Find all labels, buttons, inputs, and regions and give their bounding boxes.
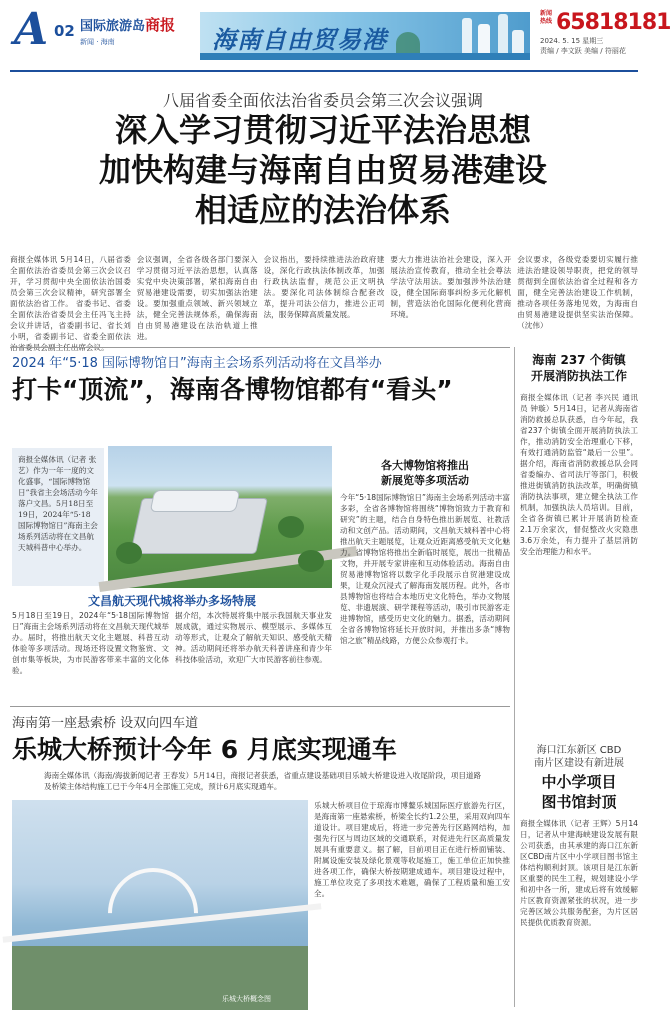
- bridge-photo: [12, 800, 308, 1010]
- lead-headline-line: 深入学习贯彻习近平法治思想: [114, 111, 531, 149]
- page-number: 02: [54, 22, 75, 40]
- school-body: 商报全媒体讯（记者 王辉）5月14日，记者从中建海峡建设发展有限公司获悉，由其承建的海口江东新区CBD南片区中小学项目图书馆主体结构顺利封顶。该项目是江东新区重要的民生工程，规划建设小学和初中各一所，建成后将有效缓解片区教育资源紧张的状况，进一步完善区域公共服务配套，为片区居民提供优质教育资源。: [520, 819, 638, 927]
- bridge-photo-caption: 乐城大桥概念图: [222, 995, 271, 1003]
- banner-title: 海南自由贸易港: [212, 25, 387, 54]
- museum-subhead-line: 各大博物馆将推出: [381, 459, 469, 472]
- section-banner: [200, 12, 530, 60]
- fire-headline-line: 开展消防执法工作: [530, 369, 627, 383]
- museum-photo: [108, 446, 332, 588]
- museum-kicker: 2024 年“5·18 国际博物馆日”海南主会场系列活动将在文昌举办: [12, 356, 382, 371]
- hotline-number: 65818181: [556, 10, 670, 35]
- section-logo: [80, 14, 198, 54]
- museum-sub2-column: 据介绍，本次特展将集中展示我国航天事业发展成就，通过实物展示、模型展示、多媒体互动等形式，让观众了解航天知识、感受航天精神。活动期间还将举办航天科普讲座和青少年科技体验活动，欢迎广大市民游客前往参观。: [175, 611, 332, 664]
- page-letter: A: [14, 4, 49, 55]
- bridge-byline: 海南全媒体讯（海南/海拔新闻记者 王春发）5月14日，商报记者获悉，省重点建设基础项目乐城大桥建设进入收尾阶段，项目道路及桥梁主体结构施工已于今年4月全部施工完成，预计6月底实现通车。: [44, 771, 482, 791]
- lead-column: 会议要求，各级党委要切实履行推进法治建设领导职责，把党的领导贯彻到全面依法治省全过程和各方面，健全完善法治建设工作机制，推动各项任务落地见效，为海南自由贸易港建设提供坚实法治保障。 （沈伟）: [517, 255, 638, 330]
- school-kicker: [520, 744, 638, 770]
- section-divider: [10, 706, 510, 707]
- school-headline-line: 中小学项目: [541, 773, 617, 791]
- section-sub: 新闻 · 海南: [80, 38, 115, 46]
- issue-meta: [540, 36, 646, 56]
- school-headline: [520, 772, 638, 812]
- museum-headline: 打卡“顶流”，海南各博物馆都有“看头”: [12, 375, 453, 404]
- masthead-rule: [10, 70, 638, 72]
- lead-body: [10, 254, 638, 344]
- fire-headline-line: 海南 237 个街镇: [532, 353, 626, 367]
- hotline-label: 新闻热线: [540, 10, 553, 25]
- school-headline-line: 图书馆封顶: [541, 793, 617, 811]
- lead-headline-line: 相适应的法治体系: [194, 191, 451, 229]
- museum-sub-body: 今年“5·18国际博物馆日”海南主会场系列活动丰富多彩，全省各博物馆将围绕“博物馆致力于教育和研究”的主题，结合自身特色推出新展览、社教活动和文创产品。活动期间，文昌航天城科普中心将推出航天主题展览，让观众近距离感受航天文化魅力。省博物馆将推出全新临时展览，展出一批精品文物，并开展专家讲座和互动体验活动。海南自由贸易港博物馆将以数字化手段展示自贸港建设成果，让观众沉浸式了解海南发展历程。此外，各市县博物馆也将结合本地历史文化特色，举办文物展览、非遗展演、研学课程等活动，吸引市民游客走进博物馆，感受历史文化的魅力。据悉，活动期间全省各博物馆将延长开放时间，并推出多条“博物馆之旅”精品线路，方便公众参观打卡。: [340, 493, 510, 645]
- lead-column: 商报全媒体讯 5月14日，八届省委全面依法治省委员会第三次会议召开，学习贯彻中央全面依法治国委员会第三次会议精神，研究部署全面依法治省工作。 省委书记、省委全面依法治省委员会主任冯飞主持会议并讲话，省委副书记、省长刘小明，省委副书记、省委全面依法: [10, 255, 131, 341]
- fire-headline: [520, 352, 638, 384]
- issue-date: 2024. 5. 15 星期三: [540, 37, 604, 45]
- museum-lead-box: 商报全媒体讯（记者 张艺）作为一年一度的文化盛事，“国际博物馆日”我省主会场活动今年落户文昌。5月18日至19日，2024年“5·18国际博物馆日”海南主会场系列活动将在文昌航天城科普中心举办。: [12, 448, 104, 586]
- bridge-kicker: 海南第一座悬索桥 设双向四车道: [12, 716, 199, 731]
- paper-name: 商报: [145, 16, 176, 34]
- lead-kicker: 八届省委全面依法治省委员会第三次会议强调: [162, 91, 483, 110]
- museum-subhead: [340, 458, 510, 488]
- school-kicker-line: 南片区建设有新进展: [534, 758, 624, 769]
- school-kicker-line: 海口江东新区 CBD: [536, 745, 622, 756]
- museum-sub2-title: 文昌航天现代城将举办多场特展: [87, 594, 256, 608]
- bridge-headline: 乐城大桥预计今年 6 月底实现通车: [12, 735, 397, 764]
- section-divider: [10, 347, 510, 348]
- museum-sub2-column: 5月18日至19日，2024年“5·18国际博物馆日”海南主会场系列活动将在文昌航天现代城举办。届时，将推出航天文化主题展、科普互动体验等多项活动。现场还将设置文物鉴赏、文创市集等板块，为市民游客带来丰富的文化体验。: [12, 611, 169, 675]
- masthead: [0, 0, 670, 72]
- editors: 责编 / 李文跃 美编 / 符丽花: [540, 47, 626, 55]
- bridge-body: 乐城大桥项目位于琼海市博鳌乐城国际医疗旅游先行区，是海南第一座悬索桥，桥梁全长约1.2公里，采用双向四车道设计。项目建成后，将进一步完善先行区路网结构，加强先行区与周边区域的交通联系，对促进先行区高质量发展具有重要意义。据了解，目前项目正在进行桥面铺装、附属设施安装及绿化景观等收尾施工，施工单位正加快推进各项工作，确保大桥按期建成通车。项目建设过程中，施工单位攻克了多项技术难题，确保了工程质量和施工安全。: [314, 801, 510, 898]
- lead-column: 会议指出，要持续推进法治政府建设，深化行政执法体制改革，加强行政执法监督，规范公正文明执法。要深化司法体制综合配套改革，提升司法公信力，推进公正司法，服务保障高质量发展。: [263, 255, 385, 319]
- lead-headline-line: 加快构建与海南自由贸易港建设: [98, 151, 547, 189]
- section-name: 国际旅游岛: [80, 19, 146, 34]
- column-rule: [514, 347, 515, 1007]
- lead-column: 要大力推进法治社会建设，深入开展法治宣传教育，推动全社会尊法学法守法用法。要加强涉外法治建设，健全国际商事纠纷多元化解机制，营造法治化国际化便利化营商环境。: [390, 255, 512, 319]
- lead-column: 会议强调，全省各级各部门要深入学习贯彻习近平法治思想，认真落实党中央决策部署，紧扣海南自由贸易港建设需要，切实加强法治建设。要加强重点领域、新兴领域立法，健全完善法规体系，确保海南自由贸易港建设在法治轨道上推进。: [136, 255, 258, 341]
- museum-sub2-body: [12, 610, 332, 702]
- museum-subhead-line: 新展览等多项活动: [381, 474, 469, 487]
- lead-headline: [20, 110, 626, 230]
- fire-body: 商报全媒体讯（记者 李兴民 通讯员 钟璇）5月14日，记者从海南省消防救援总队获悉，自今年起，我省237个街镇全面开展消防执法工作，推动消防安全治理重心下移，有效打通消防监管“最后一公里”。据介绍，海南省消防救援总队会同省委编办、省司法厅等部门，积极推进街镇消防执法改革，明确街镇消防执法事项，建立健全执法工作机制，加强执法人员培训。目前，全省各街镇已累计开展消防检查2.1万余家次，督促整改火灾隐患3.6万余处，有力提升了基层消防安全治理能力和水平。: [520, 393, 638, 556]
